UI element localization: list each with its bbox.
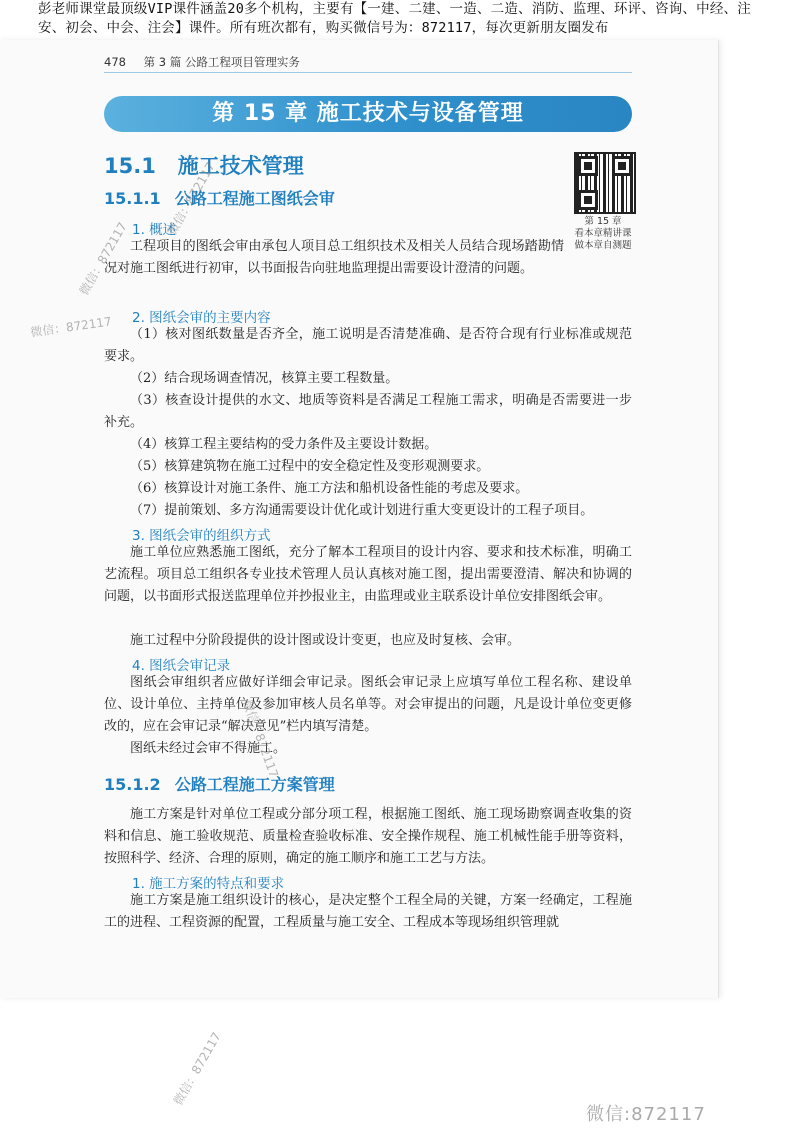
watermark: 微信：872117 [76,219,130,298]
paragraph: 工程项目的图纸会审由承包人项目总工组织技术及相关人员结合现场踏勘情况对施工图纸进行初审，以书面报告向驻地监理提出需要设计澄清的问题。 [104,239,564,276]
qr-caption-line: 做本章自测题 [574,240,632,251]
list-item: （5）核算建筑物在施工过程中的安全稳定性及变形观测要求。 [130,459,490,474]
watermark-bottom: 微信:872117 [586,1104,706,1125]
paragraph: 施工方案是针对单位工程或分部分项工程，根据施工图纸、施工现场勘察调查收集的资料和信息、施工验收规范、质量检查验收标准、安全操作规程、施工机械性能手册等资料，按照科学、经济、合理的原则，确定的施工顺序和施工工艺与方法。 [104,807,632,866]
subsection-number: 15.1.1 [104,189,161,208]
qr-finder [578,190,598,210]
header-rule [104,72,632,73]
part-title: 第 3 篇 公路工程项目管理实务 [143,55,300,69]
paragraph: 施工过程中分阶段提供的设计图或设计变更，也应及时复核、会审。 [130,633,521,648]
heading-record: 4. 图纸会审记录 [132,658,231,674]
qr-caption [560,216,646,252]
heading-features: 1. 施工方案的特点和要求 [132,876,285,892]
subsection-title [104,772,335,795]
section-number: 15.1 [104,154,156,178]
list-item: （1）核对图纸数量是否齐全，施工说明是否清楚准确、是否符合现有行业标准或规范要求。 [104,327,632,364]
qr-caption-line: 看本章精讲课 [574,228,632,239]
list-item: （7）提前策划、多方沟通需要设计优化或计划进行重大变更设计的工程子项目。 [130,503,594,518]
book-page [0,40,719,998]
subsection-title-text: 公路工程施工方案管理 [174,775,335,794]
heading-overview: 1. 概述 [132,222,177,238]
paragraph: 图纸会审组织者应做好详细会审记录。图纸会审记录上应填写单位工程名称、建设单位、设计单位、主持单位及参加审核人员名单等。对会审提出的问题，凡是设计单位变更修改的，应在会审记录“解决意见”栏内填写清楚。 [104,675,632,734]
chapter-title: 第 15 章 施工技术与设备管理 [104,96,632,132]
qr-finder [578,156,598,176]
heading-org: 3. 图纸会审的组织方式 [132,528,271,544]
watermark: 微信：872117 [164,159,218,238]
list-item: （2）结合现场调查情况，核算主要工程数量。 [130,371,399,386]
subsection-title-text: 公路工程施工图纸会审 [174,189,335,208]
list-item: （4）核算工程主要结构的受力条件及主要设计数据。 [130,437,438,452]
qr-code[interactable] [574,152,636,214]
list-item: （6）核算设计对施工条件、施工方法和船机设备性能的考虑及要求。 [130,481,529,496]
paragraph: 图纸未经过会审不得施工。 [130,741,287,756]
list-item: （3）核查设计提供的水文、地质等资料是否满足工程施工需求，明确是否需要进一步补充。 [104,393,632,430]
heading-content: 2. 图纸会审的主要内容 [132,310,271,326]
section-title-text: 施工技术管理 [177,154,304,178]
qr-finder [612,156,632,176]
subsection-number: 15.1.2 [104,775,161,794]
watermark: 微信：872117 [239,697,282,780]
promo-banner-text: 彭老师课堂最顶级VIP课件涵盖20多个机构，主要有【一建、二建、一造、二造、消防、监理、环评、咨询、中经、注安、初会、中会、注会】课件。所有班次都有，购买微信号为：872117，每次更新朋友圈发布 [38,1,751,36]
subsection-title [104,186,335,209]
page-number: 478 [104,55,126,69]
qr-caption-line: 第 15 章 [584,216,622,227]
paragraph: 施工单位应熟悉施工图纸，充分了解本工程项目的设计内容、要求和技术标准，明确工艺流程。项目总工组织各专业技术管理人员认真核对施工图，提出需要澄清、解决和协调的问题，以书面形式报送监理单位并抄报业主，由监理或业主联系设计单位安排图纸会审。 [104,545,632,604]
watermark: 微信：872117 [29,314,113,340]
watermark: 微信：872117 [170,1029,224,1108]
running-head [104,54,300,70]
paragraph: 施工方案是施工组织设计的核心，是决定整个工程全局的关键，方案一经确定，工程施工的进程、工程资源的配置，工程质量与施工安全、工程成本等现场组织管理就 [104,893,632,930]
